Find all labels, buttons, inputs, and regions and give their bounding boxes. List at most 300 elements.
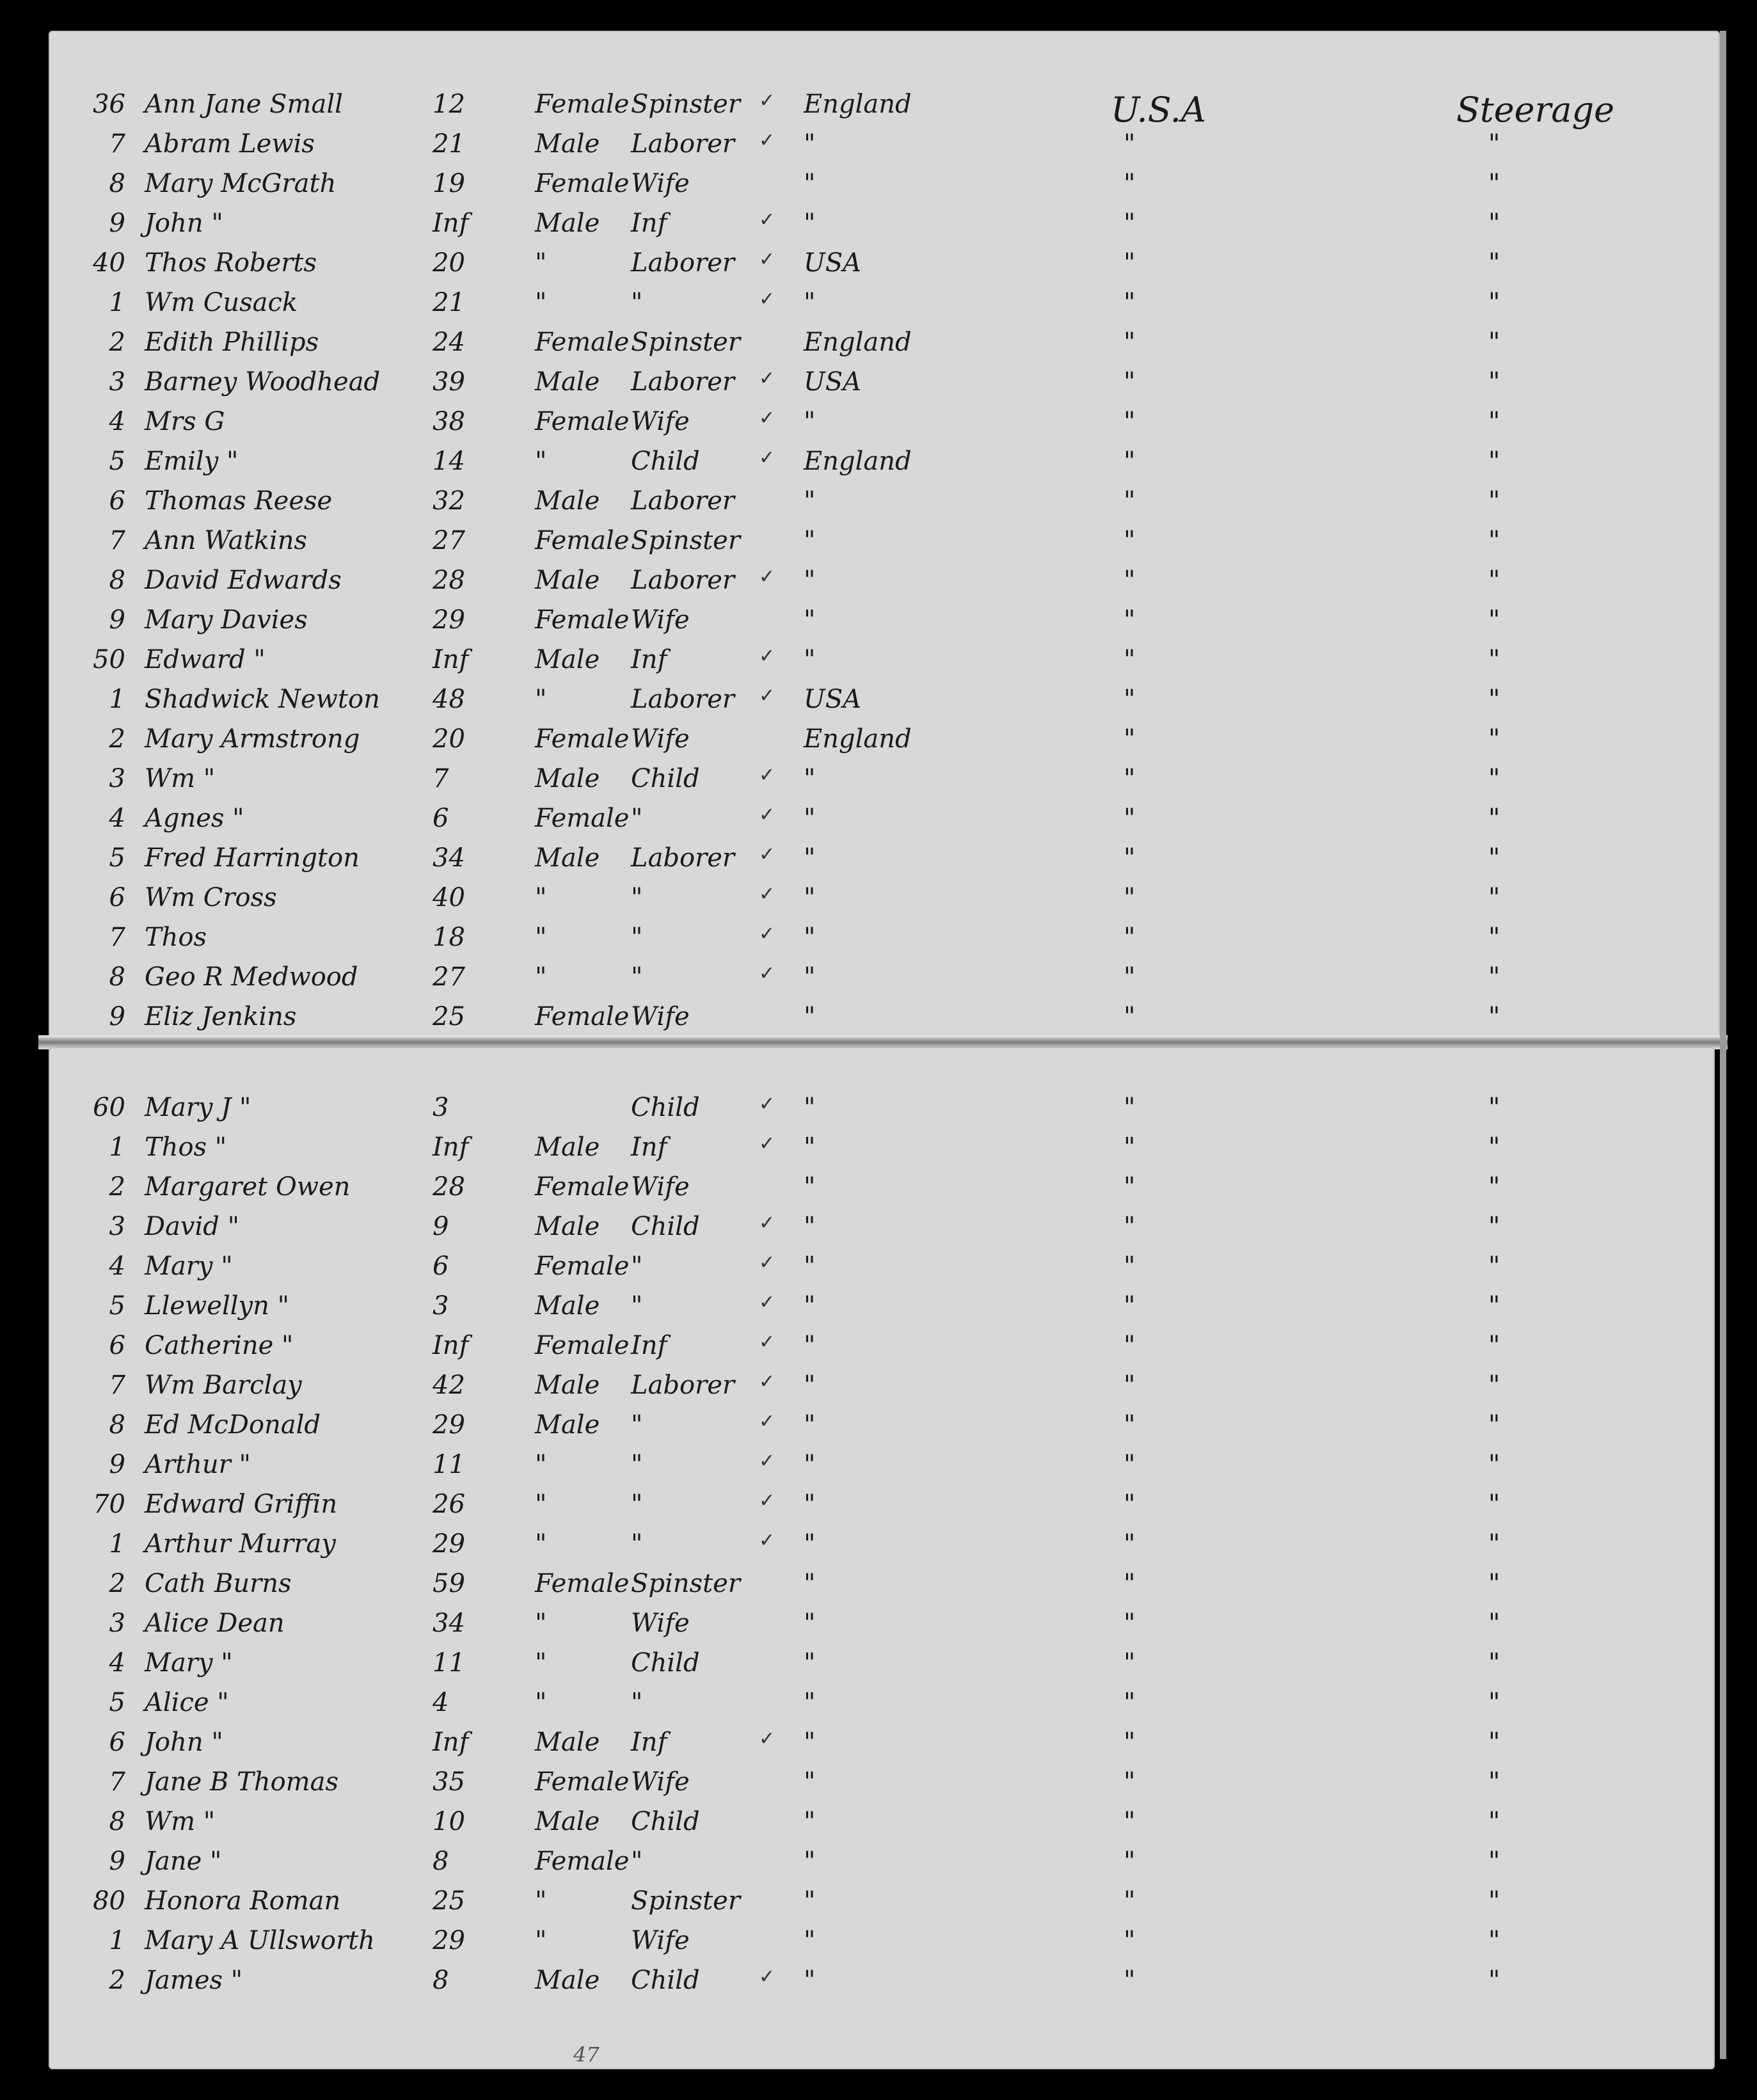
passenger-age: Inf: [433, 1331, 469, 1360]
passenger-class: ": [1488, 843, 1500, 873]
check-mark: ✓: [759, 129, 775, 152]
destination: ": [1124, 1926, 1136, 1955]
passenger-age: 3: [433, 1093, 449, 1122]
passenger-occupation: Spinster: [631, 1886, 740, 1916]
country-of-origin: ": [804, 407, 816, 436]
destination: ": [1124, 209, 1136, 238]
passenger-class: ": [1488, 209, 1500, 238]
country-of-origin: ": [804, 1886, 816, 1916]
passenger-age: 8: [433, 1966, 449, 1995]
check-mark: ✓: [759, 883, 775, 905]
table-row: [49, 1564, 1715, 1601]
passenger-age: 39: [433, 367, 465, 397]
passenger-name: Fred Harrington: [145, 843, 360, 873]
passenger-name: Ed McDonald: [145, 1410, 321, 1440]
passenger-sex: Male: [535, 1807, 600, 1836]
passenger-occupation: ": [631, 1410, 643, 1440]
entry-number: 3: [109, 764, 125, 793]
entry-number: 1: [109, 685, 125, 714]
passenger-class: ": [1488, 724, 1500, 754]
passenger-class: ": [1488, 1926, 1500, 1955]
destination: ": [1124, 1212, 1136, 1241]
passenger-class: ": [1488, 645, 1500, 674]
table-row: [49, 164, 1720, 201]
country-of-origin: ": [804, 804, 816, 833]
passenger-name: Arthur Murray: [145, 1529, 336, 1559]
passenger-sex: Female: [535, 1569, 630, 1598]
passenger-name: James ": [145, 1966, 243, 1995]
passenger-age: Inf: [433, 209, 469, 238]
page-number: 47: [573, 2042, 600, 2067]
entry-number: 1: [109, 1133, 125, 1162]
destination: ": [1124, 843, 1136, 873]
country-of-origin: ": [804, 1291, 816, 1321]
passenger-class: ": [1488, 883, 1500, 912]
passenger-occupation: ": [631, 923, 643, 952]
country-of-origin: England: [804, 328, 912, 357]
passenger-sex: Female: [535, 169, 630, 198]
entry-number: 8: [109, 1410, 125, 1440]
entry-number: 4: [109, 407, 125, 436]
passenger-occupation: Child: [631, 1966, 700, 1995]
passenger-class: ": [1488, 1609, 1500, 1638]
passenger-name: Arthur ": [145, 1450, 251, 1479]
passenger-sex: Male: [535, 1371, 600, 1400]
passenger-sex: Female: [535, 724, 630, 754]
entry-number: 3: [109, 1609, 125, 1638]
entry-number: 1: [109, 1926, 125, 1955]
check-mark: ✓: [759, 288, 775, 310]
passenger-occupation: Laborer: [631, 685, 735, 714]
country-of-origin: ": [804, 169, 816, 198]
passenger-age: 42: [433, 1371, 465, 1400]
passenger-sex: Female: [535, 605, 630, 635]
entry-number: 7: [109, 1371, 125, 1400]
entry-number: 9: [109, 605, 125, 635]
passenger-name: Mary ": [145, 1648, 233, 1678]
destination: ": [1124, 764, 1136, 793]
passenger-name: Cath Burns: [145, 1569, 292, 1598]
passenger-class: ": [1488, 923, 1500, 952]
passenger-sex: ": [535, 1886, 547, 1916]
passenger-sex: Female: [535, 407, 630, 436]
country-of-origin: ": [804, 1847, 816, 1876]
passenger-name: Mary ": [145, 1252, 233, 1281]
passenger-name: Thos ": [145, 1133, 227, 1162]
passenger-class: ": [1488, 1331, 1500, 1360]
passenger-age: 27: [433, 526, 465, 555]
destination: ": [1124, 1252, 1136, 1281]
passenger-class: ": [1488, 288, 1500, 317]
destination-header: U.S.A: [1111, 90, 1206, 130]
destination: ": [1124, 447, 1136, 476]
passenger-age: 27: [433, 962, 465, 992]
passenger-occupation: Laborer: [631, 1371, 735, 1400]
table-row: [49, 1365, 1715, 1403]
destination: ": [1124, 1886, 1136, 1916]
destination: ": [1124, 566, 1136, 595]
check-mark: ✓: [759, 764, 775, 786]
entry-number: 70: [93, 1490, 125, 1519]
passenger-name: Agnes ": [145, 804, 244, 833]
passenger-age: 20: [433, 724, 465, 754]
passenger-sex: Female: [535, 1252, 630, 1281]
passenger-occupation: Inf: [631, 1728, 667, 1757]
passenger-age: 28: [433, 1172, 465, 1202]
passenger-name: David Edwards: [145, 566, 342, 595]
passenger-sex: Male: [535, 209, 600, 238]
country-of-origin: ": [804, 1252, 816, 1281]
passenger-sex: Female: [535, 1847, 630, 1876]
passenger-sex: Male: [535, 764, 600, 793]
passenger-class: ": [1488, 129, 1500, 159]
passenger-occupation: ": [631, 1688, 643, 1717]
destination: ": [1124, 1688, 1136, 1717]
passenger-name: Jane B Thomas: [145, 1767, 338, 1797]
passenger-class: ": [1488, 1212, 1500, 1241]
passenger-sex: ": [535, 288, 547, 317]
destination: ": [1124, 1529, 1136, 1559]
passenger-sex: ": [535, 1688, 547, 1717]
check-mark: ✓: [759, 843, 775, 866]
passenger-sex: ": [535, 1609, 547, 1638]
country-of-origin: ": [804, 1212, 816, 1241]
check-mark: ✓: [759, 447, 775, 469]
passenger-name: Honora Roman: [145, 1886, 341, 1916]
passenger-occupation: Laborer: [631, 566, 735, 595]
passenger-age: 24: [433, 328, 465, 357]
table-row: [49, 1722, 1715, 1760]
passenger-class: ": [1488, 962, 1500, 992]
passenger-class: ": [1488, 566, 1500, 595]
check-mark: ✓: [759, 1371, 775, 1393]
country-of-origin: ": [804, 1688, 816, 1717]
table-row: [49, 1167, 1715, 1204]
passenger-sex: ": [535, 1648, 547, 1678]
table-row: [49, 838, 1720, 875]
check-mark: ✓: [759, 209, 775, 231]
passenger-occupation: Child: [631, 1093, 700, 1122]
table-row: [49, 918, 1720, 955]
table-row: [49, 600, 1720, 637]
entry-number: 36: [93, 90, 125, 119]
country-of-origin: ": [804, 1767, 816, 1797]
passenger-sex: Female: [535, 90, 630, 119]
passenger-name: Ann Watkins: [145, 526, 308, 555]
passenger-sex: Male: [535, 566, 600, 595]
passenger-class: ": [1488, 685, 1500, 714]
country-of-origin: ": [804, 1529, 816, 1559]
passenger-occupation: Spinster: [631, 90, 740, 119]
destination: ": [1124, 1371, 1136, 1400]
country-of-origin: ": [804, 1371, 816, 1400]
passenger-sex: ": [535, 1450, 547, 1479]
passenger-class: ": [1488, 526, 1500, 555]
passenger-class: ": [1488, 328, 1500, 357]
table-row: [49, 362, 1720, 399]
entry-number: 3: [109, 1212, 125, 1241]
passenger-sex: Male: [535, 645, 600, 674]
destination: ": [1124, 288, 1136, 317]
entry-number: 9: [109, 1002, 125, 1031]
country-of-origin: USA: [804, 367, 861, 397]
passenger-age: 19: [433, 169, 465, 198]
table-row: [49, 680, 1720, 717]
country-of-origin: USA: [804, 685, 861, 714]
country-of-origin: ": [804, 764, 816, 793]
passenger-sex: Male: [535, 1410, 600, 1440]
passenger-occupation: Wife: [631, 1609, 690, 1638]
table-row: [49, 1841, 1715, 1879]
table-row: [49, 1603, 1715, 1641]
entry-number: 5: [109, 1688, 125, 1717]
passenger-name: Geo R Medwood: [145, 962, 358, 992]
country-of-origin: ": [804, 566, 816, 595]
passenger-age: 38: [433, 407, 465, 436]
passenger-age: 10: [433, 1807, 465, 1836]
passenger-class: ": [1488, 804, 1500, 833]
country-of-origin: ": [804, 1331, 816, 1360]
passenger-age: 34: [433, 1609, 465, 1638]
entry-number: 2: [109, 724, 125, 754]
passenger-occupation: ": [631, 1291, 643, 1321]
table-row: [49, 561, 1720, 598]
passenger-name: Alice ": [145, 1688, 229, 1717]
destination: ": [1124, 923, 1136, 952]
passenger-age: 21: [433, 129, 465, 159]
passenger-name: Llewellyn ": [145, 1291, 289, 1321]
country-of-origin: ": [804, 843, 816, 873]
passenger-sex: Male: [535, 1212, 600, 1241]
country-of-origin: ": [804, 1648, 816, 1678]
passenger-sex: ": [535, 248, 547, 278]
passenger-occupation: Spinster: [631, 328, 740, 357]
entry-number: 2: [109, 1966, 125, 1995]
check-mark: ✓: [759, 1529, 775, 1552]
entry-number: 1: [109, 288, 125, 317]
passenger-sex: Male: [535, 129, 600, 159]
destination: ": [1124, 1002, 1136, 1031]
destination: ": [1124, 685, 1136, 714]
country-of-origin: ": [804, 1966, 816, 1995]
check-mark: ✓: [759, 367, 775, 390]
passenger-sex: ": [535, 685, 547, 714]
check-mark: ✓: [759, 1490, 775, 1512]
passenger-occupation: Wife: [631, 1172, 690, 1202]
table-row: [49, 1643, 1715, 1680]
passenger-occupation: Wife: [631, 407, 690, 436]
passenger-class: ": [1488, 1966, 1500, 1995]
passenger-age: 4: [433, 1688, 449, 1717]
check-mark: ✓: [759, 1728, 775, 1750]
passenger-name: Emily ": [145, 447, 239, 476]
table-row: [49, 1246, 1715, 1284]
passenger-name: Shadwick Newton: [145, 685, 380, 714]
entry-number: 4: [109, 804, 125, 833]
passenger-sex: Male: [535, 1291, 600, 1321]
passenger-class: ": [1488, 1371, 1500, 1400]
passenger-sex: ": [535, 1529, 547, 1559]
passenger-name: Wm ": [145, 1807, 216, 1836]
destination: ": [1124, 1728, 1136, 1757]
passenger-age: 7: [433, 764, 449, 793]
table-row: [49, 1326, 1715, 1363]
country-of-origin: ": [804, 1926, 816, 1955]
passenger-sex: Female: [535, 1331, 630, 1360]
passenger-name: Mrs G: [145, 407, 225, 436]
entry-number: 4: [109, 1648, 125, 1678]
table-row: [49, 1683, 1715, 1720]
passenger-occupation: Wife: [631, 169, 690, 198]
passenger-class: ": [1488, 1252, 1500, 1281]
check-mark: ✓: [759, 407, 775, 429]
destination: ": [1124, 804, 1136, 833]
passenger-age: Inf: [433, 645, 469, 674]
table-row: [49, 1286, 1715, 1323]
destination: ": [1124, 1093, 1136, 1122]
destination: ": [1124, 1490, 1136, 1519]
table-row: [49, 441, 1720, 479]
check-mark: ✓: [759, 1212, 775, 1234]
entry-number: 2: [109, 1172, 125, 1202]
passenger-class: ": [1488, 1093, 1500, 1122]
passenger-class: ": [1488, 248, 1500, 278]
country-of-origin: ": [804, 129, 816, 159]
passenger-name: Ann Jane Small: [145, 90, 343, 119]
passenger-occupation: Inf: [631, 209, 667, 238]
passenger-occupation: ": [631, 1490, 643, 1519]
passenger-class: ": [1488, 407, 1500, 436]
passenger-class: ": [1488, 367, 1500, 397]
destination: ": [1124, 1648, 1136, 1678]
entry-number: 50: [93, 645, 125, 674]
passenger-occupation: Child: [631, 447, 700, 476]
table-row: [49, 481, 1720, 518]
table-row: [49, 1961, 1715, 1998]
table-row: [49, 203, 1720, 241]
destination: ": [1124, 129, 1136, 159]
table-row: [49, 243, 1720, 280]
passenger-age: Inf: [433, 1133, 469, 1162]
passenger-class: ": [1488, 486, 1500, 516]
check-mark: ✓: [759, 962, 775, 985]
passenger-sex: Female: [535, 328, 630, 357]
passenger-sex: ": [535, 1490, 547, 1519]
country-of-origin: ": [804, 288, 816, 317]
country-of-origin: ": [804, 605, 816, 635]
table-row: [49, 1921, 1715, 1958]
destination: ": [1124, 1450, 1136, 1479]
destination: ": [1124, 1847, 1136, 1876]
manifest-page-top: [49, 31, 1720, 1040]
passenger-name: Wm Cross: [145, 883, 277, 912]
entry-number: 2: [109, 1569, 125, 1598]
table-row: [49, 1127, 1715, 1165]
passenger-name: Edward Griffin: [145, 1490, 338, 1519]
check-mark: ✓: [759, 1252, 775, 1274]
table-row: [49, 283, 1720, 320]
passenger-age: 6: [433, 1252, 449, 1281]
passenger-occupation: Wife: [631, 1767, 690, 1797]
country-of-origin: ": [804, 1807, 816, 1836]
passenger-occupation: Laborer: [631, 248, 735, 278]
passenger-age: 25: [433, 1886, 465, 1916]
table-row: [49, 1762, 1715, 1799]
passenger-name: John ": [145, 209, 223, 238]
destination: ": [1124, 1569, 1136, 1598]
passenger-name: Wm Barclay: [145, 1371, 302, 1400]
country-of-origin: ": [804, 1609, 816, 1638]
passenger-class: ": [1488, 1767, 1500, 1797]
passenger-class: ": [1488, 1529, 1500, 1559]
passenger-sex: Female: [535, 526, 630, 555]
passenger-occupation: ": [631, 1847, 643, 1876]
check-mark: ✓: [759, 1331, 775, 1353]
destination: ": [1124, 962, 1136, 992]
passenger-name: David ": [145, 1212, 240, 1241]
entry-number: 8: [109, 962, 125, 992]
entry-number: 40: [93, 248, 125, 278]
country-of-origin: ": [804, 209, 816, 238]
check-mark: ✓: [759, 685, 775, 707]
passenger-age: 59: [433, 1569, 465, 1598]
table-row: [49, 1207, 1715, 1244]
entry-number: 7: [109, 129, 125, 159]
passenger-class: ": [1488, 1450, 1500, 1479]
table-row: [49, 521, 1720, 558]
passenger-occupation: ": [631, 1252, 643, 1281]
passenger-age: 20: [433, 248, 465, 278]
table-row: [49, 799, 1720, 836]
check-mark: ✓: [759, 1450, 775, 1472]
passenger-name: Edith Phillips: [145, 328, 319, 357]
passenger-name: Catherine ": [145, 1331, 294, 1360]
destination: ": [1124, 645, 1136, 674]
passenger-name: Abram Lewis: [145, 129, 315, 159]
destination: ": [1124, 1331, 1136, 1360]
country-of-origin: ": [804, 1172, 816, 1202]
passenger-class: ": [1488, 1688, 1500, 1717]
passenger-occupation: Laborer: [631, 367, 735, 397]
entry-number: 8: [109, 1807, 125, 1836]
destination: ": [1124, 1172, 1136, 1202]
check-mark: ✓: [759, 1966, 775, 1988]
table-row: [49, 640, 1720, 677]
table-row: [49, 1088, 1715, 1125]
passenger-name: Mary Davies: [145, 605, 308, 635]
passenger-occupation: Inf: [631, 645, 667, 674]
destination: ": [1124, 328, 1136, 357]
country-of-origin: ": [804, 486, 816, 516]
destination: ": [1124, 1291, 1136, 1321]
passenger-name: Thos: [145, 923, 207, 952]
passenger-name: Eliz Jenkins: [145, 1002, 297, 1031]
passenger-class: ": [1488, 605, 1500, 635]
check-mark: ✓: [759, 566, 775, 588]
passenger-occupation: ": [631, 962, 643, 992]
destination: ": [1124, 367, 1136, 397]
destination: ": [1124, 883, 1136, 912]
entry-number: 6: [109, 1331, 125, 1360]
passenger-class: ": [1488, 1807, 1500, 1836]
country-of-origin: ": [804, 1728, 816, 1757]
passenger-age: 35: [433, 1767, 465, 1797]
passenger-class: ": [1488, 1172, 1500, 1202]
table-row: [49, 84, 1720, 122]
passenger-occupation: Spinster: [631, 1569, 740, 1598]
passenger-occupation: Laborer: [631, 129, 735, 159]
check-mark: ✓: [759, 923, 775, 945]
